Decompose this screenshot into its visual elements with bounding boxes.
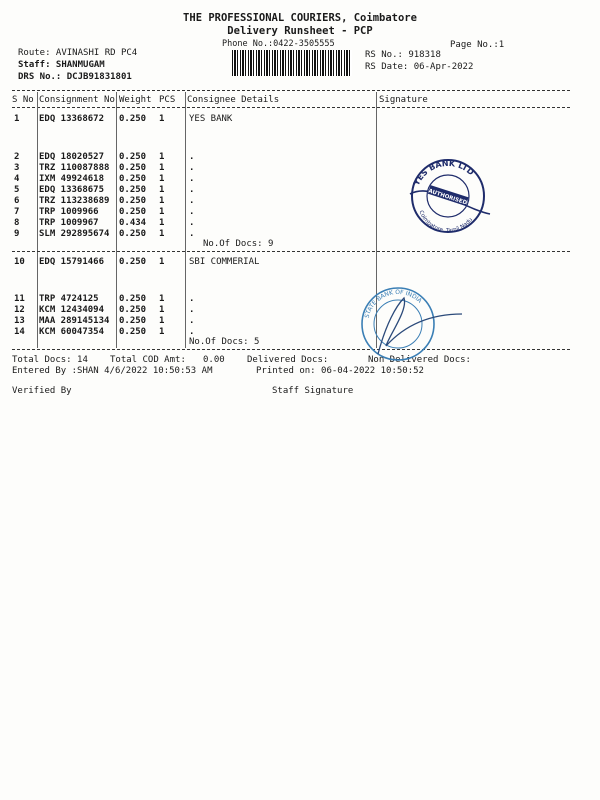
document-title: Delivery Runsheet - PCP (227, 25, 373, 37)
yes-stamp-top-text: YES BANK LTD (411, 158, 476, 188)
total-cod-label: Total COD Amt: (110, 355, 186, 365)
row-consignment: SLM 292895674 (39, 229, 110, 239)
phone-number: Phone No.:0422-3505555 (222, 39, 335, 49)
page-number: Page No.:1 (450, 40, 505, 50)
yes-bank-stamp (402, 152, 494, 238)
row-consignment: KCM 60047354 (39, 327, 105, 337)
col-consignment: Consignment No (39, 95, 115, 105)
total-docs: Total Docs: 14 (12, 355, 88, 365)
row-sno: 5 (14, 185, 20, 195)
rs-date: RS Date: 06-Apr-2022 (365, 62, 474, 72)
row-consignee: YES BANK (189, 114, 233, 124)
row-weight: 0.250 (119, 196, 147, 206)
drs-number: DRS No.: DCJB91831801 (18, 72, 132, 82)
row-sno: 13 (14, 316, 25, 326)
row-consignment: TRZ 113238689 (39, 196, 110, 206)
printed-on: Printed on: 06-04-2022 10:50:52 (256, 366, 424, 376)
group1-doc-count: No.Of Docs: 9 (203, 239, 274, 249)
total-cod-value: 0.00 (203, 355, 225, 365)
row-consignment: MAA 289145134 (39, 316, 110, 326)
column-line (116, 92, 117, 348)
row-consignment: TRZ 110087888 (39, 163, 110, 173)
row-pcs: 1 (159, 114, 165, 124)
company-title: THE PROFESSIONAL COURIERS, Coimbatore (183, 12, 417, 24)
row-consignee: . (189, 327, 195, 337)
row-consignee: . (189, 207, 195, 217)
row-weight: 0.250 (119, 114, 147, 124)
row-consignment: TRP 1009966 (39, 207, 99, 217)
delivered-docs: Delivered Docs: (247, 355, 329, 365)
row-pcs: 1 (159, 185, 165, 195)
row-consignment: EDQ 13368672 (39, 114, 105, 124)
col-pcs: PCS (159, 95, 176, 105)
yes-stamp-band-text: AUTHORISED (427, 188, 468, 207)
col-weight: Weight (119, 95, 152, 105)
col-sno: S No (12, 95, 34, 105)
column-line (185, 92, 186, 348)
svg-text:STATE BANK OF INDIA (364, 289, 424, 319)
divider (12, 349, 570, 350)
row-pcs: 1 (159, 174, 165, 184)
row-sno: 10 (14, 257, 25, 267)
row-sno: 12 (14, 305, 25, 315)
row-consignment: IXM 49924618 (39, 174, 105, 184)
column-line (37, 92, 38, 348)
row-consignee: . (189, 163, 195, 173)
row-weight: 0.250 (119, 257, 147, 267)
row-consignee: . (189, 185, 195, 195)
divider (12, 251, 570, 252)
row-weight: 0.250 (119, 152, 147, 162)
row-pcs: 1 (159, 294, 165, 304)
route: Route: AVINASHI RD PC4 (18, 48, 138, 58)
row-consignment: EDQ 15791466 (39, 257, 105, 267)
row-pcs: 1 (159, 327, 165, 337)
row-consignee: . (189, 305, 195, 315)
row-sno: 1 (14, 114, 20, 124)
row-weight: 0.250 (119, 174, 147, 184)
row-consignee: . (189, 174, 195, 184)
staff-name: Staff: SHANMUGAM (18, 60, 105, 70)
row-sno: 2 (14, 152, 20, 162)
row-sno: 8 (14, 218, 20, 228)
row-sno: 6 (14, 196, 20, 206)
row-consignee: . (189, 316, 195, 326)
row-consignee: . (189, 218, 195, 228)
row-sno: 7 (14, 207, 20, 217)
divider (12, 90, 570, 91)
barcode (232, 50, 352, 76)
row-weight: 0.250 (119, 316, 147, 326)
row-weight: 0.250 (119, 229, 147, 239)
group2-doc-count: No.Of Docs: 5 (189, 337, 260, 347)
row-weight: 0.434 (119, 218, 147, 228)
row-pcs: 1 (159, 316, 165, 326)
row-consignee: . (189, 196, 195, 206)
row-consignee: SBI COMMERIAL (189, 257, 260, 267)
row-consignee: . (189, 229, 195, 239)
row-pcs: 1 (159, 257, 165, 267)
svg-text:Coimbatore, Tamil Nadu (418, 210, 474, 234)
row-consignment: EDQ 13368675 (39, 185, 105, 195)
non-delivered-docs: Non Delivered Docs: (368, 355, 471, 365)
row-pcs: 1 (159, 152, 165, 162)
row-pcs: 1 (159, 163, 165, 173)
row-pcs: 1 (159, 218, 165, 228)
row-weight: 0.250 (119, 163, 147, 173)
row-sno: 3 (14, 163, 20, 173)
sbi-stamp-text: STATE BANK OF INDIA (363, 288, 424, 319)
row-sno: 11 (14, 294, 25, 304)
col-details: Consignee Details (187, 95, 280, 105)
row-pcs: 1 (159, 229, 165, 239)
row-consignment: TRP 1009967 (39, 218, 99, 228)
verified-by: Verified By (12, 386, 72, 396)
staff-signature-label: Staff Signature (272, 386, 354, 396)
row-weight: 0.250 (119, 305, 147, 315)
row-sno: 4 (14, 174, 20, 184)
divider (12, 107, 570, 108)
row-consignee: . (189, 152, 195, 162)
row-sno: 9 (14, 229, 20, 239)
row-consignment: KCM 12434094 (39, 305, 105, 315)
signature-scribble (378, 298, 462, 354)
row-pcs: 1 (159, 196, 165, 206)
row-weight: 0.250 (119, 327, 147, 337)
row-pcs: 1 (159, 305, 165, 315)
rs-number: RS No.: 918318 (365, 50, 441, 60)
entered-by: Entered By :SHAN 4/6/2022 10:50:53 AM (12, 366, 213, 376)
row-sno: 14 (14, 327, 25, 337)
col-signature: Signature (379, 95, 428, 105)
row-weight: 0.250 (119, 185, 147, 195)
sbi-stamp (356, 284, 466, 366)
yes-stamp-bottom-text: Coimbatore, Tamil Nadu (417, 209, 474, 235)
row-pcs: 1 (159, 207, 165, 217)
row-consignment: TRP 4724125 (39, 294, 99, 304)
row-weight: 0.250 (119, 207, 147, 217)
row-weight: 0.250 (119, 294, 147, 304)
row-consignment: EDQ 18020527 (39, 152, 105, 162)
row-consignee: . (189, 294, 195, 304)
